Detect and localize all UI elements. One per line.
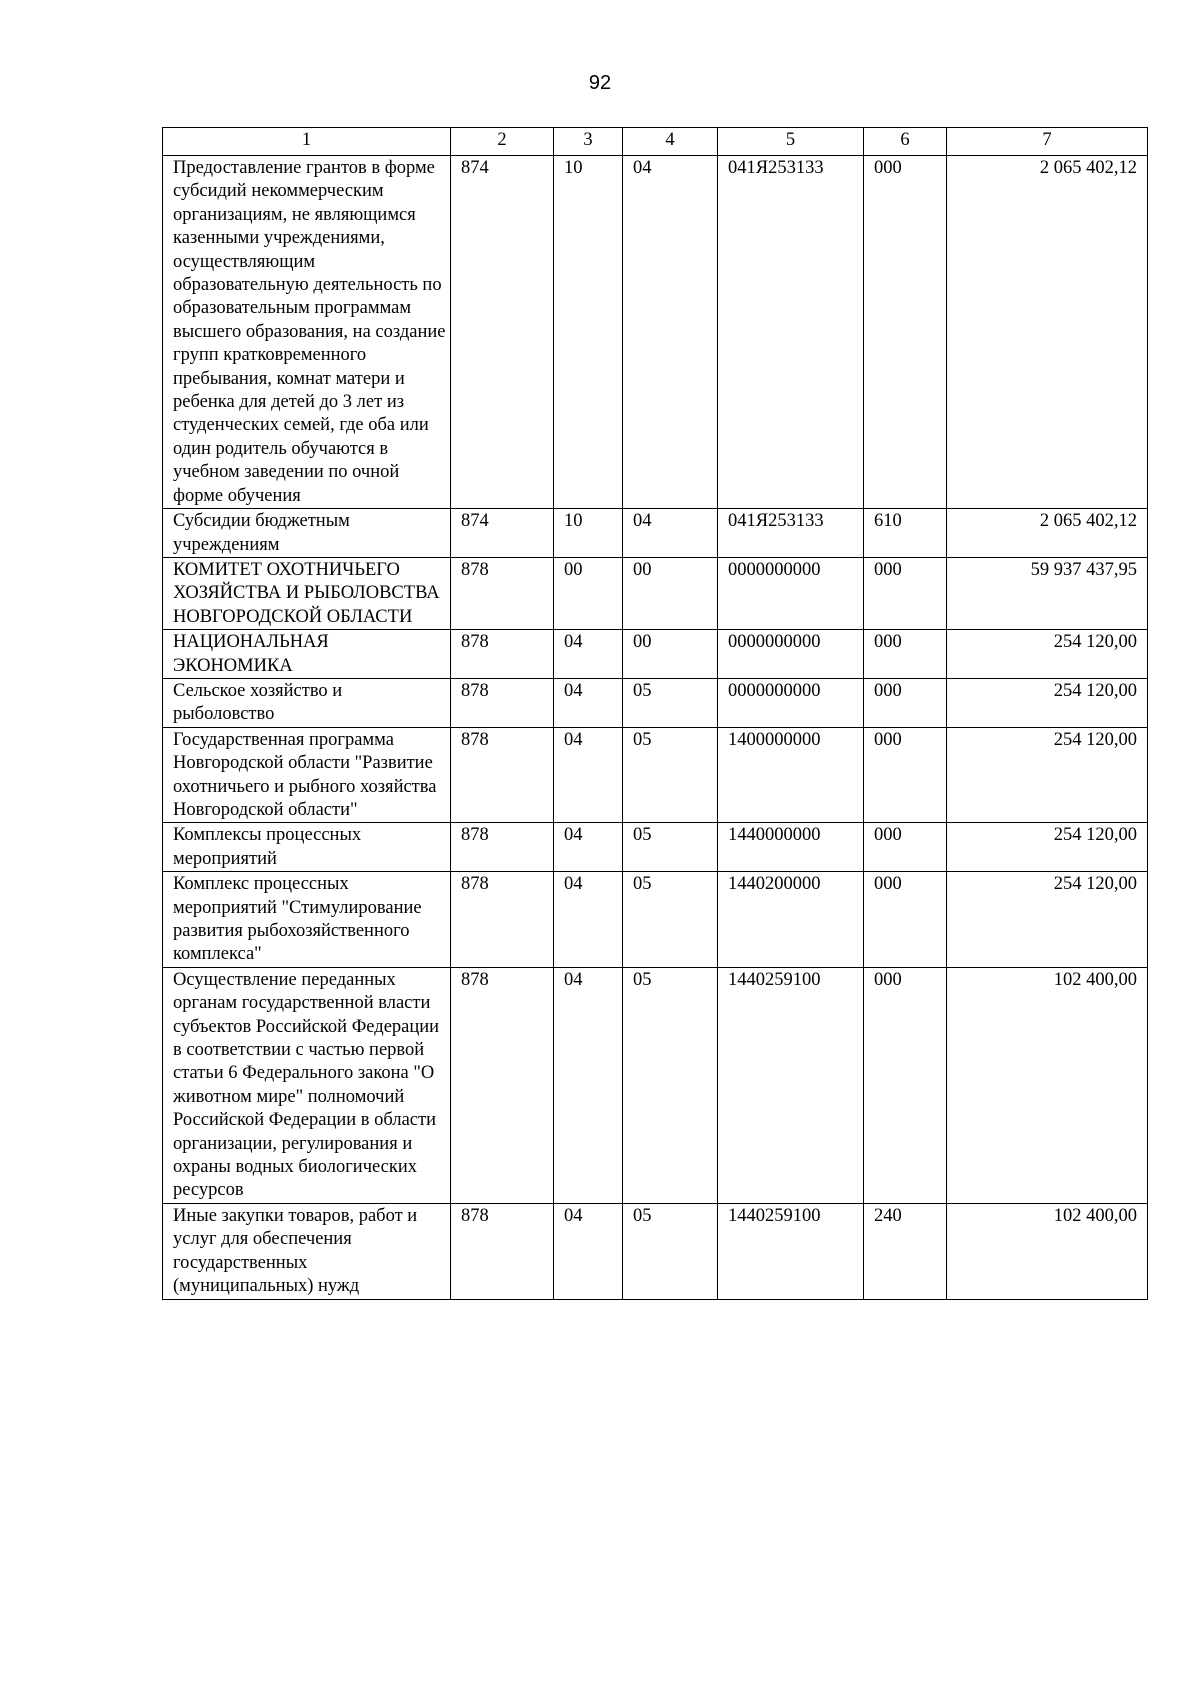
row-name-cell: Предоставление грантов в форме субсидий некоммерческим организациям, не являющимся казенными учреждениями, осуществляющим образовательную деятельность по образовательным программам высшего образования, на создание групп кратковременного пребывания, комнат матери и ребенка для детей до 3 лет из студенческих семей, где оба или один родитель обучаются в учебном заведении по очной форме обучения xyxy=(163,156,451,509)
csr-cell: 1440259100 xyxy=(718,1203,864,1299)
sum-cell: 254 120,00 xyxy=(947,823,1148,872)
csr-cell: 1400000000 xyxy=(718,727,864,823)
csr-cell: 1440259100 xyxy=(718,967,864,1203)
column-header-7: 7 xyxy=(947,128,1148,156)
csr-cell: 0000000000 xyxy=(718,630,864,679)
table-row xyxy=(163,509,1148,558)
ved-cell: 878 xyxy=(451,967,554,1203)
pr-cell: 05 xyxy=(623,678,718,727)
table-header-row xyxy=(163,128,1148,156)
table-row xyxy=(163,967,1148,1203)
ved-cell: 878 xyxy=(451,872,554,968)
column-header-5: 5 xyxy=(718,128,864,156)
vr-cell: 240 xyxy=(864,1203,947,1299)
column-header-3: 3 xyxy=(554,128,623,156)
row-name-cell: Комплексы процессных мероприятий xyxy=(163,823,451,872)
csr-cell: 041Я253133 xyxy=(718,509,864,558)
row-name-cell: Иные закупки товаров, работ и услуг для обеспечения государственных (муниципальных) нужд xyxy=(163,1203,451,1299)
rz-cell: 00 xyxy=(554,557,623,629)
rz-cell: 04 xyxy=(554,678,623,727)
sum-cell: 2 065 402,12 xyxy=(947,156,1148,509)
pr-cell: 05 xyxy=(623,823,718,872)
table-row xyxy=(163,727,1148,823)
rz-cell: 04 xyxy=(554,727,623,823)
csr-cell: 1440000000 xyxy=(718,823,864,872)
vr-cell: 000 xyxy=(864,872,947,968)
column-header-2: 2 xyxy=(451,128,554,156)
rz-cell: 04 xyxy=(554,630,623,679)
pr-cell: 04 xyxy=(623,156,718,509)
rz-cell: 04 xyxy=(554,967,623,1203)
pr-cell: 00 xyxy=(623,630,718,679)
rz-cell: 10 xyxy=(554,509,623,558)
csr-cell: 1440200000 xyxy=(718,872,864,968)
column-header-6: 6 xyxy=(864,128,947,156)
row-name-cell: Сельское хозяйство и рыболовство xyxy=(163,678,451,727)
table-row xyxy=(163,156,1148,509)
pr-cell: 05 xyxy=(623,727,718,823)
table-row xyxy=(163,872,1148,968)
pr-cell: 00 xyxy=(623,557,718,629)
pr-cell: 05 xyxy=(623,967,718,1203)
ved-cell: 878 xyxy=(451,823,554,872)
ved-cell: 878 xyxy=(451,678,554,727)
vr-cell: 000 xyxy=(864,557,947,629)
column-header-4: 4 xyxy=(623,128,718,156)
table-row xyxy=(163,630,1148,679)
csr-cell: 0000000000 xyxy=(718,678,864,727)
vr-cell: 000 xyxy=(864,727,947,823)
sum-cell: 59 937 437,95 xyxy=(947,557,1148,629)
row-name-cell: Комплекс процессных мероприятий "Стимулирование развития рыбохозяйственного комплекса" xyxy=(163,872,451,968)
vr-cell: 610 xyxy=(864,509,947,558)
vr-cell: 000 xyxy=(864,678,947,727)
sum-cell: 254 120,00 xyxy=(947,872,1148,968)
ved-cell: 878 xyxy=(451,557,554,629)
table-row xyxy=(163,557,1148,629)
sum-cell: 2 065 402,12 xyxy=(947,509,1148,558)
table-row xyxy=(163,678,1148,727)
sum-cell: 254 120,00 xyxy=(947,630,1148,679)
ved-cell: 874 xyxy=(451,156,554,509)
rz-cell: 04 xyxy=(554,1203,623,1299)
rz-cell: 04 xyxy=(554,872,623,968)
rz-cell: 04 xyxy=(554,823,623,872)
row-name-cell: НАЦИОНАЛЬНАЯ ЭКОНОМИКА xyxy=(163,630,451,679)
pr-cell: 05 xyxy=(623,1203,718,1299)
page-number: 92 xyxy=(588,72,612,94)
pr-cell: 05 xyxy=(623,872,718,968)
row-name-cell: Осуществление переданных органам государственной власти субъектов Российской Федерации в соответствии с частью первой статьи 6 Федерального закона "О животном мире" полномочий Российской Федерации в области организации, регулирования и охраны водных биологических ресурсов xyxy=(163,967,451,1203)
sum-cell: 254 120,00 xyxy=(947,678,1148,727)
table-row xyxy=(163,823,1148,872)
pr-cell: 04 xyxy=(623,509,718,558)
vr-cell: 000 xyxy=(864,156,947,509)
ved-cell: 878 xyxy=(451,727,554,823)
sum-cell: 254 120,00 xyxy=(947,727,1148,823)
row-name-cell: Субсидии бюджетным учреждениям xyxy=(163,509,451,558)
row-name-cell: Государственная программа Новгородской области "Развитие охотничьего и рыбного хозяйства Новгородской области" xyxy=(163,727,451,823)
column-header-1: 1 xyxy=(163,128,451,156)
budget-table xyxy=(162,127,1148,1300)
rz-cell: 10 xyxy=(554,156,623,509)
sum-cell: 102 400,00 xyxy=(947,967,1148,1203)
csr-cell: 041Я253133 xyxy=(718,156,864,509)
ved-cell: 878 xyxy=(451,630,554,679)
sum-cell: 102 400,00 xyxy=(947,1203,1148,1299)
row-name-cell: КОМИТЕТ ОХОТНИЧЬЕГО ХОЗЯЙСТВА И РЫБОЛОВСТВА НОВГОРОДСКОЙ ОБЛАСТИ xyxy=(163,557,451,629)
ved-cell: 878 xyxy=(451,1203,554,1299)
vr-cell: 000 xyxy=(864,823,947,872)
vr-cell: 000 xyxy=(864,967,947,1203)
table-row xyxy=(163,1203,1148,1299)
vr-cell: 000 xyxy=(864,630,947,679)
csr-cell: 0000000000 xyxy=(718,557,864,629)
ved-cell: 874 xyxy=(451,509,554,558)
